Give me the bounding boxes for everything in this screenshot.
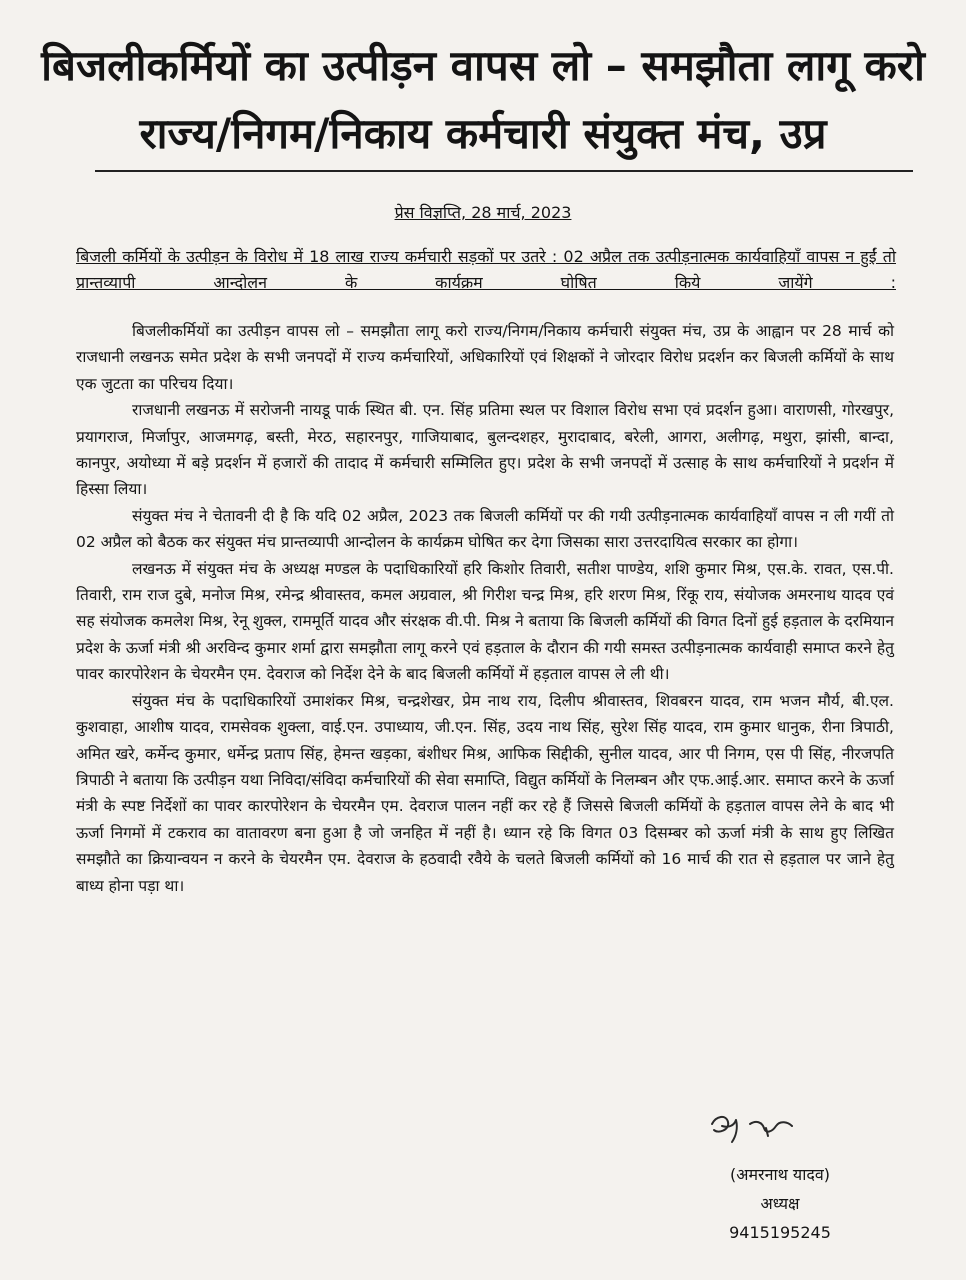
handwritten-signature <box>706 1104 816 1152</box>
signatory-phone: 9415195245 <box>729 1223 831 1242</box>
paragraph-1: बिजलीकर्मियों का उत्पीड़न वापस लो – समझौता लागू करो राज्य/निगम/निकाय कर्मचारी संयुक्त मंच, उप्र के आह्वान पर 28 मार्च को राजधानी लखनऊ समेत प्रदेश के सभी जनपदों में राज्य कर्मचारियों, अधिकारियों एवं शिक्षकों ने जोरदार विरोध प्रदर्शन कर बिजली कर्मियों के साथ एक जुटता का परिचय दिया। <box>76 322 894 393</box>
paragraph-3: संयुक्त मंच ने चेतावनी दी है कि यदि 02 अप्रैल, 2023 तक बिजली कर्मियों पर की गयी उत्पीड़नात्मक कार्यवाहियाँ वापस न ली गयीं तो 02 अप्रैल को बैठक कर संयुक्त मंच प्रान्तव्यापी आन्दोलन के कार्यक्रम घोषित कर देगा जिसका सारा उत्तरदायित्व सरकार का होगा। <box>76 506 894 552</box>
headline-text: बिजली कर्मियों के उत्पीड़न के विरोध में 18 लाख राज्य कर्मचारी सड़कों पर उतरे : 02 अप्रैल तक उत्पीड़नात्मक कार्यवाहियाँ वापस न हुईं तो प्रान्तव्यापी आन्दोलन के कार्यक्रम घोषित किये जायेंगे : <box>76 247 896 292</box>
dateline-text: प्रेस विज्ञप्ति, 28 मार्च, 2023 <box>394 203 572 222</box>
banner-title: बिजलीकर्मियों का उत्पीड़न वापस लो – समझौता लागू करो <box>41 41 925 90</box>
organization-name: राज्य/निगम/निकाय कर्मचारी संयुक्त मंच, उप्र <box>139 109 827 158</box>
signatory-block <box>690 1160 870 1247</box>
press-release-dateline <box>0 202 966 224</box>
signatory-name: (अमरनाथ यादव) <box>730 1165 830 1184</box>
paragraph-2: राजधानी लखनऊ में सरोजनी नायडू पार्क स्थित बी. एन. सिंह प्रतिमा स्थल पर विशाल विरोध सभा एवं प्रदर्शन हुआ। वाराणसी, गोरखपुर, प्रयागराज, मिर्जापुर, आजमगढ़, बस्ती, मेरठ, सहारनपुर, गाजियाबाद, बुलन्दशहर, मुरादाबाद, बरेली, आगरा, अलीगढ़, मथुरा, झांसी, बान्दा, कानपुर, अयोध्या में बड़े प्रदर्शन में हजारों की तादाद में कर्मचारी सम्मिलित हुए। प्रदेश के सभी जनपदों में उत्साह के साथ कर्मचारियों ने प्रदर्शन में हिस्सा लिया। <box>76 401 894 499</box>
header-divider <box>95 170 913 172</box>
press-body <box>76 318 894 899</box>
paragraph-5: संयुक्त मंच के पदाधिकारियों उमाशंकर मिश्र, चन्द्रशेखर, प्रेम नाथ राय, दिलीप श्रीवास्तव, शिवबरन यादव, राम भजन मौर्य, बी.एल. कुशवाहा, आशीष यादव, रामसेवक शुक्ला, वाई.एन. उपाध्याय, जी.एन. सिंह, उदय नाथ सिंह, सुरेश सिंह यादव, राम कुमार धानुक, रीना त्रिपाठी, अमित खरे, कर्मेन्द कुमार, धर्मेन्द्र प्रताप सिंह, हेमन्त खड़का, बंशीधर मिश्र, आफिक सिद्दीकी, सुनील यादव, आर पी निगम, एस पी सिंह, नीरजपति त्रिपाठी ने बताया कि उत्पीड़न यथा निविदा/संविदा कर्मचारियों की सेवा समाप्ति, विद्युत कर्मियों के निलम्बन और एफ.आई.आर. समाप्त करने के ऊर्जा मंत्री के स्पष्ट निर्देशों का पावर कारपोरेशन के चेयरमैन एम. देवराज पालन नहीं कर रहे हैं जिससे बिजली कर्मियों के हड़ताल वापस लेने के बाद भी ऊर्जा निगमों में टकराव का वातावरण बना हुआ है जो जनहित में नहीं है। ध्यान रहे कि विगत 03 दिसम्बर को ऊर्जा मंत्री के साथ हुए लिखित समझौते का क्रियान्वयन न करने के चेयरमैन एम. देवराज के हठवादी रवैये के चलते बिजली कर्मियों को 16 मार्च की रात से हड़ताल पर जाने हेतु बाध्य होना पड़ा था। <box>76 691 894 895</box>
paragraph-4: लखनऊ में संयुक्त मंच के अध्यक्ष मण्डल के पदाधिकारियों हरि किशोर तिवारी, सतीश पाण्डेय, शशि कुमार मिश्र, एस.के. रावत, एस.पी. तिवारी, राम राज दुबे, मनोज मिश्र, रमेन्द्र श्रीवास्तव, कमल अग्रवाल, श्री गिरीश चन्द्र मिश्र, हरि शरण मिश्र, रिंकू राय, संयोजक अमरनाथ यादव एवं सह संयोजक कमलेश मिश्र, रेनू शुक्ल, राममूर्ति यादव और संरक्षक वी.पी. मिश्र ने बताया कि बिजली कर्मियों की विगत दिनों हुई हड़ताल के दरमियान प्रदेश के ऊर्जा मंत्री श्री अरविन्द कुमार शर्मा द्वारा समझौता लागू करने एवं हड़ताल के दौरान की गयी समस्त उत्पीड़नात्मक कार्यवाही समाप्त करने हेतु पावर कारपोरेशन के चेयरमैन एम. देवराज को निर्देश देने के बाद बिजली कर्मियों में हड़ताल वापस ले ली थी। <box>76 559 894 684</box>
press-headline <box>76 244 896 296</box>
signatory-designation: अध्यक्ष <box>760 1194 800 1213</box>
